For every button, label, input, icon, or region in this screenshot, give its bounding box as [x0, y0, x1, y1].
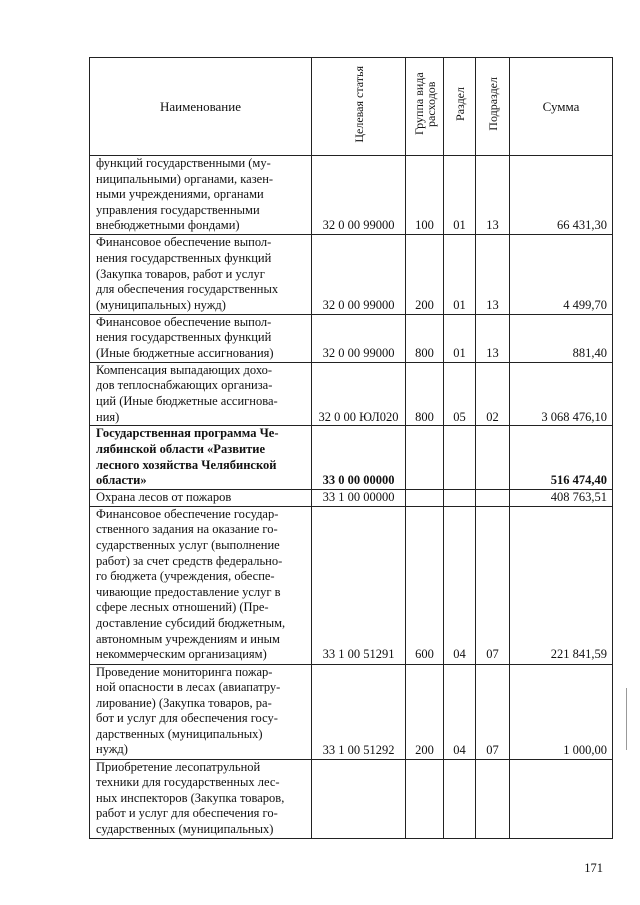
row-name-line: области»: [96, 473, 147, 488]
row-name-line: функций государственными (му-: [96, 156, 271, 170]
header-sum: Сумма: [510, 58, 613, 156]
margin-mark: [626, 688, 627, 750]
row-subsection: 13: [476, 156, 510, 235]
row-name-line: некоммерческим организациям): [96, 647, 267, 662]
row-code: [312, 759, 406, 838]
row-name-line: нения государственных функций: [96, 250, 272, 265]
row-code: 33 1 00 00000: [312, 490, 406, 507]
header-target-article: Целевая статья: [312, 58, 406, 156]
row-code: 32 0 00 99000: [312, 156, 406, 235]
row-name-line: Охрана лесов от пожаров: [96, 490, 232, 505]
row-sum: 66 431,30: [510, 156, 613, 235]
row-code: 32 0 00 99000: [312, 314, 406, 362]
row-sum: 408 763,51: [510, 490, 613, 507]
row-group: [406, 426, 444, 490]
row-subsection: [476, 426, 510, 490]
row-subsection: 13: [476, 235, 510, 314]
row-code: 33 1 00 51291: [312, 506, 406, 664]
row-group: 200: [406, 235, 444, 314]
row-group: [406, 490, 444, 507]
row-name: [90, 314, 312, 362]
row-group: 800: [406, 362, 444, 426]
table-row: [90, 426, 613, 490]
row-name-line: работ и услуг для обеспечения го-: [96, 806, 278, 821]
table-row: [90, 314, 613, 362]
row-code: 32 0 00 ЮЛ020: [312, 362, 406, 426]
row-subsection: [476, 490, 510, 507]
row-section: [444, 490, 476, 507]
row-sum: 4 499,70: [510, 235, 613, 314]
row-name-line: Проведение мониторинга пожар-: [96, 664, 273, 679]
row-name-line: Финансовое обеспечение выпол-: [96, 314, 272, 329]
row-name-line: ниципальными) органами, казен-: [96, 171, 274, 186]
table-row: [90, 156, 613, 235]
header-expense-group: Группа вида расходов: [406, 58, 444, 156]
row-subsection: 07: [476, 506, 510, 664]
row-name: [90, 664, 312, 759]
row-name-line: внебюджетными фондами): [96, 218, 240, 233]
row-subsection: 07: [476, 664, 510, 759]
row-name-line: (муниципальных) нужд): [96, 297, 226, 312]
row-name: [90, 759, 312, 838]
table-body: [90, 156, 613, 839]
row-sum: [510, 759, 613, 838]
row-section: 04: [444, 664, 476, 759]
row-name-line: ния): [96, 409, 120, 424]
header-section: Раздел: [444, 58, 476, 156]
row-name-line: чивающие предоставление услуг в: [96, 584, 281, 599]
row-section: [444, 759, 476, 838]
budget-table: [89, 57, 613, 839]
row-name-line: ственного задания на оказание го-: [96, 522, 278, 537]
row-name-line: го бюджета (учреждения, обеспе-: [96, 569, 275, 584]
row-name-line: Компенсация выпадающих дохо-: [96, 362, 273, 377]
row-name-line: сударственных услуг (выполнение: [96, 537, 280, 552]
row-sum: 516 474,40: [510, 426, 613, 490]
row-group: [406, 759, 444, 838]
row-name-line: автономным учреждениям и иным: [96, 631, 280, 646]
table-row: [90, 506, 613, 664]
row-name-line: ных инспекторов (Закупка товаров,: [96, 790, 285, 805]
row-name-line: лирование) (Закупка товаров, ра-: [96, 695, 272, 710]
row-sum: 3 068 476,10: [510, 362, 613, 426]
row-name-line: бот и услуг для обеспечения госу-: [96, 711, 278, 726]
row-name-line: работ) за счет средств федерально-: [96, 553, 283, 568]
page-number: 171: [584, 861, 603, 875]
row-name-line: для обеспечения государственных: [96, 282, 279, 297]
row-name-line: дарственных (муниципальных): [96, 726, 263, 741]
row-subsection: [476, 759, 510, 838]
row-group: 600: [406, 506, 444, 664]
table-row: [90, 362, 613, 426]
row-name-line: управления государственными: [96, 202, 260, 217]
row-name-line: нужд): [96, 742, 128, 757]
row-name: [90, 426, 312, 490]
row-name-line: лябинской области «Развитие: [96, 442, 266, 457]
row-name-line: ций (Иные бюджетные ассигнова-: [96, 393, 278, 408]
row-name-line: сфере лесных отношений) (Пре-: [96, 600, 269, 615]
row-sum: 221 841,59: [510, 506, 613, 664]
row-name-line: Государственная программа Че-: [96, 426, 279, 441]
row-name-line: Финансовое обеспечение государ-: [96, 506, 279, 521]
row-name: [90, 506, 312, 664]
row-group: 200: [406, 664, 444, 759]
row-name-line: (Иные бюджетные ассигнования): [96, 345, 274, 360]
row-name-line: (Закупка товаров, работ и услуг: [96, 266, 265, 281]
row-section: 05: [444, 362, 476, 426]
table-row: [90, 664, 613, 759]
row-section: 04: [444, 506, 476, 664]
row-name-line: ной опасности в лесах (авиапатру-: [96, 680, 281, 695]
row-name: [90, 235, 312, 314]
table-row: [90, 235, 613, 314]
row-name-line: дов теплоснабжающих организа-: [96, 378, 273, 393]
row-group: 800: [406, 314, 444, 362]
row-name-line: ными учреждениями, органами: [96, 187, 264, 202]
row-name-line: Приобретение лесопатрульной: [96, 759, 261, 774]
row-name-line: Финансовое обеспечение выпол-: [96, 235, 272, 250]
row-name-line: техники для государственных лес-: [96, 775, 280, 790]
row-section: 01: [444, 156, 476, 235]
row-name-line: лесного хозяйства Челябинской: [96, 457, 277, 472]
row-name: [90, 362, 312, 426]
row-name: [90, 490, 312, 507]
table-header-row: [90, 58, 613, 156]
row-sum: 1 000,00: [510, 664, 613, 759]
row-code: 33 0 00 00000: [312, 426, 406, 490]
row-subsection: 13: [476, 314, 510, 362]
table-row: [90, 759, 613, 838]
row-subsection: 02: [476, 362, 510, 426]
row-section: 01: [444, 314, 476, 362]
header-name: Наименование: [90, 58, 312, 156]
row-name: [90, 156, 312, 235]
header-subsection: Подраздел: [476, 58, 510, 156]
row-section: 01: [444, 235, 476, 314]
row-section: [444, 426, 476, 490]
table-row: [90, 490, 613, 507]
row-name-line: нения государственных функций: [96, 330, 272, 345]
row-sum: 881,40: [510, 314, 613, 362]
row-code: 33 1 00 51292: [312, 664, 406, 759]
row-name-line: доставление субсидий бюджетным,: [96, 615, 286, 630]
row-name-line: сударственных (муниципальных): [96, 821, 274, 836]
row-group: 100: [406, 156, 444, 235]
row-code: 32 0 00 99000: [312, 235, 406, 314]
